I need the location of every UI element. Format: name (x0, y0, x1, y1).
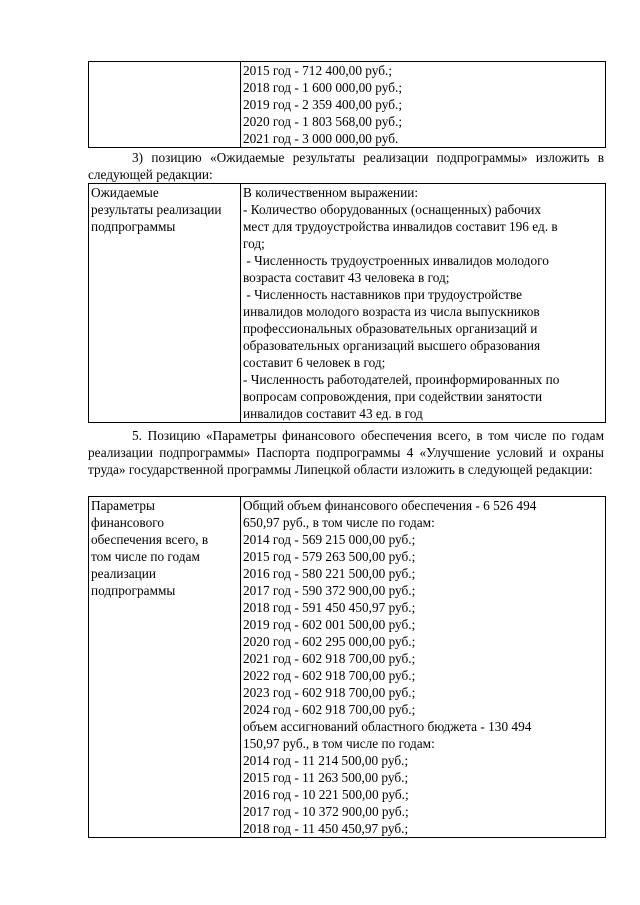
funding-line: 2020 год - 1 803 568,00 руб.; (243, 114, 403, 129)
table-row (89, 184, 606, 423)
financing-line: 2021 год - 602 918 700,00 руб.; (243, 651, 416, 666)
financing-line: 2020 год - 602 295 000,00 руб.; (243, 634, 416, 649)
result-line: - Численность наставников при трудоустройстве (243, 287, 523, 302)
financing-line: 2016 год - 580 221 500,00 руб.; (243, 566, 416, 581)
table-cell-values (241, 497, 606, 838)
result-line: возраста составит 43 человека в год; (243, 270, 450, 285)
financing-line: 2015 год - 11 263 500,00 руб.; (243, 770, 409, 785)
paragraph-item-3: 3) позицию «Ожидаемые результаты реализации подпрограммы» изложить в следующей редакции: (88, 150, 604, 182)
financing-line: 2022 год - 602 918 700,00 руб.; (243, 668, 416, 683)
table-cell-label (89, 184, 241, 423)
financing-line: 2018 год - 11 450 450,97 руб.; (243, 821, 409, 836)
label-line: том числе по годам (91, 549, 200, 564)
financing-line: 2016 год - 10 221 500,00 руб.; (243, 787, 409, 802)
result-line: образовательных организаций высшего образования (243, 338, 541, 353)
label-line: подпрограммы (91, 219, 176, 234)
financing-line: 2019 год - 602 001 500,00 руб.; (243, 617, 416, 632)
label-line: обеспечения всего, в (91, 532, 209, 547)
result-line: инвалидов составит 43 ед. в год (243, 406, 423, 421)
table-row (89, 497, 606, 838)
financing-line: 2014 год - 569 215 000,00 руб.; (243, 532, 416, 547)
financing-line: 2018 год - 591 450 450,97 руб.; (243, 600, 416, 615)
label-line: финансового (91, 515, 165, 530)
financing-line: объем ассигнований областного бюджета - 130 494 (243, 719, 532, 734)
funding-line: 2021 год - 3 000 000,00 руб. (243, 131, 399, 146)
financing-line: 2024 год - 602 918 700,00 руб.; (243, 702, 416, 717)
result-line: профессиональных образовательных организаций и (243, 321, 538, 336)
result-line: составит 6 человек в год; (243, 355, 386, 370)
label-line: подпрограммы (91, 583, 176, 598)
label-line: Ожидаемые (91, 185, 159, 200)
table-cell-values (241, 62, 606, 148)
result-line: год; (243, 236, 265, 251)
funding-line: 2015 год - 712 400,00 руб.; (243, 63, 393, 78)
financing-line: 650,97 руб., в том числе по годам: (243, 515, 435, 530)
table-cell-values (241, 184, 606, 423)
result-line: инвалидов молодого возраста из числа выпускников (243, 304, 540, 319)
table-row (89, 62, 606, 148)
result-line: - Количество оборудованных (оснащенных) рабочих (243, 202, 541, 217)
result-line: мест для трудоустройства инвалидов составит 196 ед. в (243, 219, 558, 234)
funding-line: 2018 год - 1 600 000,00 руб.; (243, 80, 403, 95)
financing-line: Общий объем финансового обеспечения - 6 526 494 (243, 498, 537, 513)
financing-line: 2023 год - 602 918 700,00 руб.; (243, 685, 416, 700)
financing-parameters-table (88, 496, 606, 838)
expected-results-table (88, 183, 606, 423)
table-cell-label (89, 497, 241, 838)
label-line: реализации (91, 566, 156, 581)
result-line: вопросам сопровождения, при содействии занятости (243, 389, 543, 404)
label-line: результаты реализации (91, 202, 222, 217)
result-line: В количественном выражении: (243, 185, 419, 200)
result-line: - Численность трудоустроенных инвалидов молодого (243, 253, 549, 268)
financing-line: 2014 год - 11 214 500,00 руб.; (243, 753, 409, 768)
label-line: Параметры (91, 498, 155, 513)
financing-line: 2017 год - 590 372 900,00 руб.; (243, 583, 416, 598)
funding-continuation-table (88, 61, 606, 148)
table-cell-label (89, 62, 241, 148)
result-line: - Численность работодателей, проинформированных по (243, 372, 560, 387)
financing-line: 150,97 руб., в том числе по годам: (243, 736, 435, 751)
financing-line: 2015 год - 579 263 500,00 руб.; (243, 549, 416, 564)
paragraph-item-5: 5. Позицию «Параметры финансового обеспечения всего, в том числе по годам реализации подпрограммы» Паспорта подпрограммы 4 «Улучшение условий и охраны труда» государственной программы Липецкой области изложить в следующей редакции: (88, 428, 604, 477)
funding-line: 2019 год - 2 359 400,00 руб.; (243, 97, 403, 112)
financing-line: 2017 год - 10 372 900,00 руб.; (243, 804, 409, 819)
